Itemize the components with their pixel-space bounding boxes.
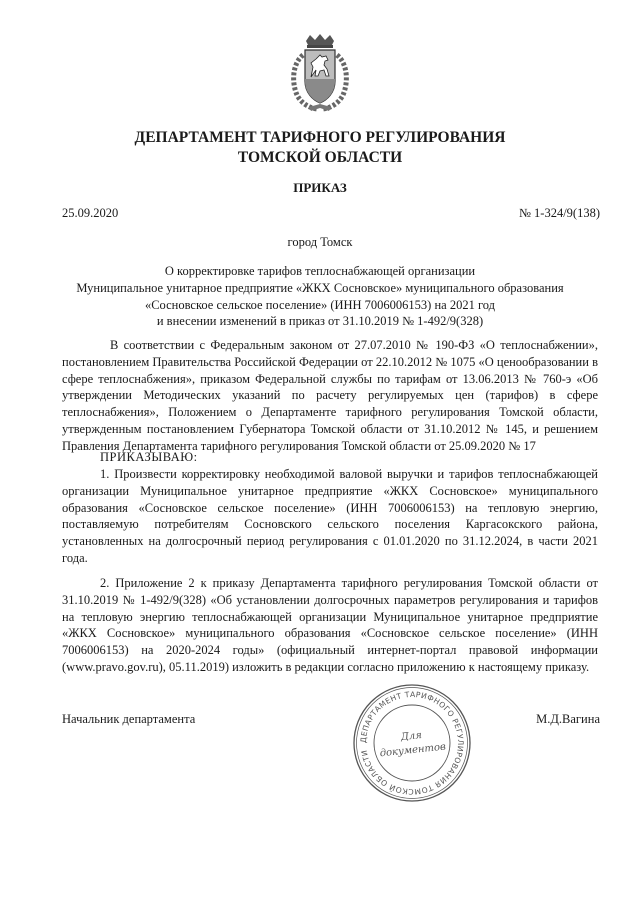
official-stamp xyxy=(352,683,472,803)
order-title-line: О корректировке тарифов теплоснабжающей организации xyxy=(164,264,476,278)
doc-type: ПРИКАЗ xyxy=(293,180,347,195)
order-item-1: 1. Произвести корректировку необходимой валовой выручки и тарифов теплоснабжающей организации Муниципальное унитарное предприятие «ЖКХ Сосновское» муниципального образования «Сосновское сельское поселение» (ИНН 7006006153) на тепловую энергию, поставляемую потребителям Сосновского сельского поселения Каргасокского района, установленных на долгосрочный период регулирования с 01.01.2020 по 31.12.2024, в части 2021 года. xyxy=(62,467,598,565)
order-item-2: 2. Приложение 2 к приказу Департамента тарифного регулирования Томской области от 31.10.2019 № 1-492/9(328) «Об установлении долгосрочных параметров регулирования и тарифов на тепловую энергию теплоснабжающей организации Муниципальное унитарное предприятие «ЖКХ Сосновское» муниципального образования «Сосновское сельское поселение» (ИНН 7006006153) на 2020-2024 годы» (официальный интернет-портал правовой информации (www.pravo.gov.ru), 05.11.2019) изложить в редакции согласно приложению к настоящему приказу. xyxy=(62,576,598,674)
stamp-center-line2: документов xyxy=(379,741,447,760)
stamp-center-line1: Для xyxy=(400,729,423,744)
tomsk-region-coat-of-arms-icon xyxy=(289,33,351,113)
order-title xyxy=(40,263,600,330)
city: город Томск xyxy=(287,235,353,249)
order-title-line: Муниципальное унитарное предприятие «ЖКХ Сосновское» муниципального образования xyxy=(76,280,564,295)
department-name-line2: ТОМСКОЙ ОБЛАСТИ xyxy=(237,149,403,166)
order-date: 25.09.2020 xyxy=(62,206,119,220)
svg-text:ДЕПАРТАМЕНТ ТАРИФНОГО РЕГУЛИРО xyxy=(359,690,465,796)
order-number: № 1-324/9(138) xyxy=(518,206,600,220)
order-word: ПРИКАЗЫВАЮ: xyxy=(100,450,198,464)
order-title-line: «Сосновское сельское поселение» (ИНН 7006006153) на 2021 год xyxy=(144,297,496,312)
department-name-line1: ДЕПАРТАМЕНТ ТАРИФНОГО РЕГУЛИРОВАНИЯ xyxy=(134,129,506,146)
stamp-ring-text: ДЕПАРТАМЕНТ ТАРИФНОГО РЕГУЛИРОВАНИЯ ТОМСКОЙ ОБЛАСТИ xyxy=(358,689,466,797)
order-title-line: и внесении изменений в приказ от 31.10.2019 № 1-492/9(328) xyxy=(156,314,484,329)
signature-name: М.Д.Вагина xyxy=(536,712,600,726)
signature-position: Начальник департамента xyxy=(62,712,196,726)
preamble-paragraph: В соответствии с Федеральным законом от 27.07.2010 № 190-ФЗ «О теплоснабжении», постановлением Правительства Российской Федерации от 22.10.2012 № 1075 «О ценообразовании в сфере теплоснабжения», приказом Федеральной службы по тарифам от 13.06.2013 № 760-э «Об утверждении Методических указаний по расчету регулируемых цен (тарифов) в сфере теплоснабжения», Положением о Департаменте тарифного регулирования Томской области, утвержденным постановлением Губернатора Томской области от 31.10.2012 № 145, и решением Правления Департамента тарифного регулирования Томской области от 25.09.2020 № 17 xyxy=(62,338,598,453)
